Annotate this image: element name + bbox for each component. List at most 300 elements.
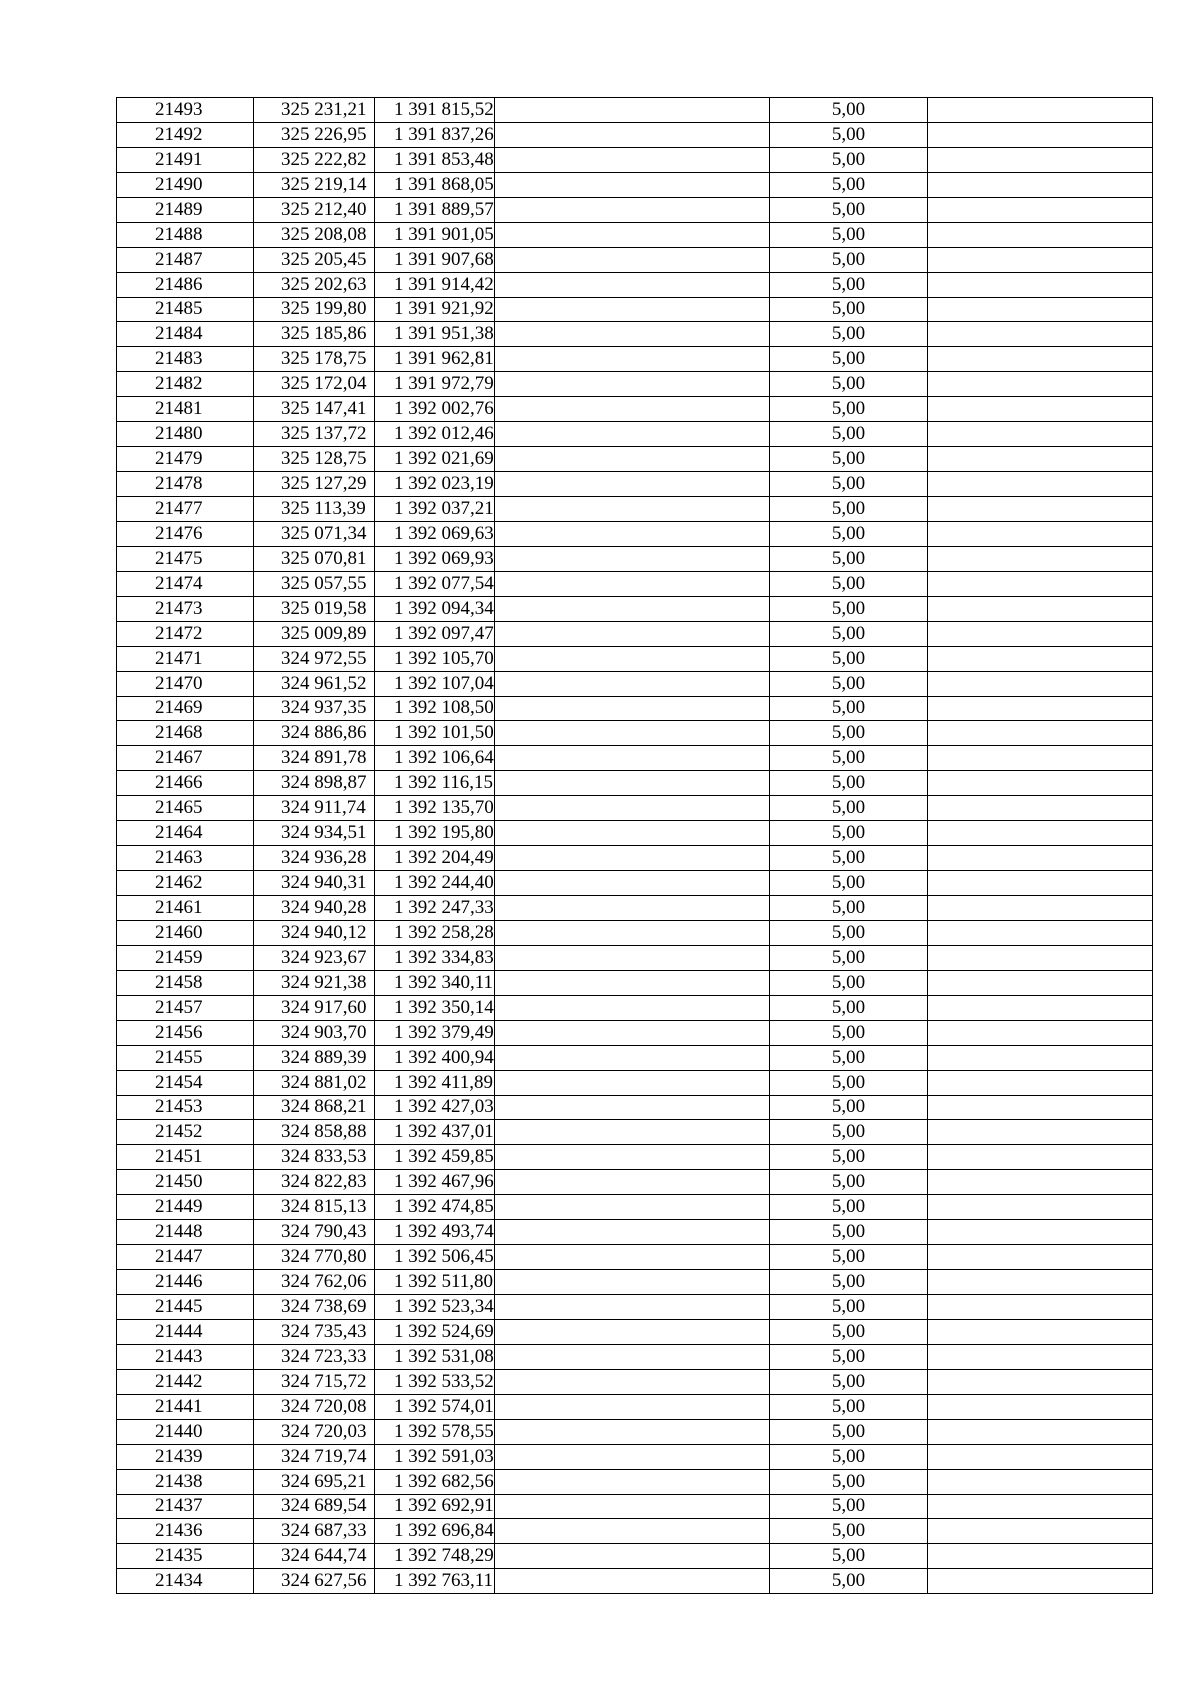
value-cell: 5,00 [770, 920, 928, 945]
extra-cell [928, 98, 1153, 123]
y-coordinate-cell: 1 392 021,69 [375, 447, 495, 472]
note-cell [495, 671, 770, 696]
note-cell [495, 596, 770, 621]
table-row [117, 447, 1153, 472]
extra-cell [928, 796, 1153, 821]
value-cell: 5,00 [770, 596, 928, 621]
extra-cell [928, 920, 1153, 945]
table-row [117, 1394, 1153, 1419]
note-cell [495, 297, 770, 322]
table-row [117, 1319, 1153, 1344]
value-cell: 5,00 [770, 347, 928, 372]
note-cell [495, 472, 770, 497]
point-number-cell: 21451 [117, 1145, 254, 1170]
y-coordinate-cell: 1 392 531,08 [375, 1344, 495, 1369]
y-coordinate-cell: 1 392 493,74 [375, 1220, 495, 1245]
extra-cell [928, 222, 1153, 247]
x-coordinate-cell: 324 911,74 [254, 796, 375, 821]
x-coordinate-cell: 325 113,39 [254, 497, 375, 522]
extra-cell [928, 1419, 1153, 1444]
extra-cell [928, 497, 1153, 522]
note-cell [495, 1295, 770, 1320]
y-coordinate-cell: 1 392 696,84 [375, 1519, 495, 1544]
extra-cell [928, 945, 1153, 970]
point-number-cell: 21467 [117, 746, 254, 771]
note-cell [495, 571, 770, 596]
extra-cell [928, 1569, 1153, 1594]
table-row [117, 1045, 1153, 1070]
value-cell: 5,00 [770, 1319, 928, 1344]
x-coordinate-cell: 324 735,43 [254, 1319, 375, 1344]
extra-cell [928, 896, 1153, 921]
y-coordinate-cell: 1 392 244,40 [375, 871, 495, 896]
table-row [117, 1020, 1153, 1045]
note-cell [495, 1569, 770, 1594]
point-number-cell: 21479 [117, 447, 254, 472]
y-coordinate-cell: 1 392 400,94 [375, 1045, 495, 1070]
table-row [117, 297, 1153, 322]
value-cell: 5,00 [770, 297, 928, 322]
x-coordinate-cell: 324 723,33 [254, 1344, 375, 1369]
value-cell: 5,00 [770, 1270, 928, 1295]
table-row [117, 222, 1153, 247]
y-coordinate-cell: 1 392 437,01 [375, 1120, 495, 1145]
y-coordinate-cell: 1 392 107,04 [375, 671, 495, 696]
extra-cell [928, 1444, 1153, 1469]
point-number-cell: 21464 [117, 821, 254, 846]
point-number-cell: 21456 [117, 1020, 254, 1045]
y-coordinate-cell: 1 392 467,96 [375, 1170, 495, 1195]
point-number-cell: 21435 [117, 1544, 254, 1569]
value-cell: 5,00 [770, 571, 928, 596]
point-number-cell: 21438 [117, 1469, 254, 1494]
note-cell [495, 322, 770, 347]
point-number-cell: 21444 [117, 1319, 254, 1344]
x-coordinate-cell: 325 226,95 [254, 122, 375, 147]
table-row [117, 1270, 1153, 1295]
note-cell [495, 796, 770, 821]
y-coordinate-cell: 1 392 533,52 [375, 1369, 495, 1394]
x-coordinate-cell: 324 762,06 [254, 1270, 375, 1295]
value-cell: 5,00 [770, 1394, 928, 1419]
table-row [117, 1444, 1153, 1469]
table-row [117, 472, 1153, 497]
extra-cell [928, 1394, 1153, 1419]
note-cell [495, 721, 770, 746]
extra-cell [928, 1220, 1153, 1245]
extra-cell [928, 147, 1153, 172]
y-coordinate-cell: 1 392 511,80 [375, 1270, 495, 1295]
value-cell: 5,00 [770, 821, 928, 846]
value-cell: 5,00 [770, 546, 928, 571]
y-coordinate-cell: 1 392 069,93 [375, 546, 495, 571]
extra-cell [928, 596, 1153, 621]
x-coordinate-cell: 324 881,02 [254, 1070, 375, 1095]
y-coordinate-cell: 1 392 116,15 [375, 771, 495, 796]
extra-cell [928, 372, 1153, 397]
point-number-cell: 21477 [117, 497, 254, 522]
note-cell [495, 995, 770, 1020]
point-number-cell: 21449 [117, 1195, 254, 1220]
value-cell: 5,00 [770, 1170, 928, 1195]
extra-cell [928, 521, 1153, 546]
table-row [117, 1519, 1153, 1544]
table-row [117, 1220, 1153, 1245]
note-cell [495, 646, 770, 671]
point-number-cell: 21447 [117, 1245, 254, 1270]
note-cell [495, 147, 770, 172]
point-number-cell: 21460 [117, 920, 254, 945]
extra-cell [928, 671, 1153, 696]
coordinates-table-body [117, 98, 1153, 1594]
value-cell: 5,00 [770, 1245, 928, 1270]
table-row [117, 821, 1153, 846]
note-cell [495, 1369, 770, 1394]
value-cell: 5,00 [770, 222, 928, 247]
y-coordinate-cell: 1 392 023,19 [375, 472, 495, 497]
point-number-cell: 21463 [117, 846, 254, 871]
point-number-cell: 21439 [117, 1444, 254, 1469]
extra-cell [928, 1020, 1153, 1045]
point-number-cell: 21459 [117, 945, 254, 970]
note-cell [495, 970, 770, 995]
y-coordinate-cell: 1 392 459,85 [375, 1145, 495, 1170]
point-number-cell: 21458 [117, 970, 254, 995]
point-number-cell: 21486 [117, 272, 254, 297]
value-cell: 5,00 [770, 1369, 928, 1394]
extra-cell [928, 721, 1153, 746]
table-row [117, 98, 1153, 123]
x-coordinate-cell: 324 627,56 [254, 1569, 375, 1594]
y-coordinate-cell: 1 392 258,28 [375, 920, 495, 945]
extra-cell [928, 322, 1153, 347]
table-row [117, 1569, 1153, 1594]
point-number-cell: 21462 [117, 871, 254, 896]
table-row [117, 521, 1153, 546]
table-row [117, 995, 1153, 1020]
x-coordinate-cell: 325 137,72 [254, 422, 375, 447]
table-row [117, 497, 1153, 522]
y-coordinate-cell: 1 392 692,91 [375, 1494, 495, 1519]
note-cell [495, 372, 770, 397]
value-cell: 5,00 [770, 1494, 928, 1519]
extra-cell [928, 1295, 1153, 1320]
x-coordinate-cell: 324 868,21 [254, 1095, 375, 1120]
note-cell [495, 920, 770, 945]
y-coordinate-cell: 1 392 334,83 [375, 945, 495, 970]
table-row [117, 920, 1153, 945]
note-cell [495, 1270, 770, 1295]
point-number-cell: 21485 [117, 297, 254, 322]
x-coordinate-cell: 324 940,28 [254, 896, 375, 921]
x-coordinate-cell: 324 891,78 [254, 746, 375, 771]
extra-cell [928, 1544, 1153, 1569]
y-coordinate-cell: 1 392 748,29 [375, 1544, 495, 1569]
x-coordinate-cell: 325 127,29 [254, 472, 375, 497]
point-number-cell: 21488 [117, 222, 254, 247]
point-number-cell: 21445 [117, 1295, 254, 1320]
y-coordinate-cell: 1 392 094,34 [375, 596, 495, 621]
note-cell [495, 1319, 770, 1344]
x-coordinate-cell: 324 961,52 [254, 671, 375, 696]
point-number-cell: 21434 [117, 1569, 254, 1594]
value-cell: 5,00 [770, 521, 928, 546]
extra-cell [928, 871, 1153, 896]
note-cell [495, 945, 770, 970]
value-cell: 5,00 [770, 1070, 928, 1095]
y-coordinate-cell: 1 392 340,11 [375, 970, 495, 995]
table-row [117, 1195, 1153, 1220]
x-coordinate-cell: 325 219,14 [254, 172, 375, 197]
value-cell: 5,00 [770, 1195, 928, 1220]
table-row [117, 1120, 1153, 1145]
extra-cell [928, 1519, 1153, 1544]
point-number-cell: 21440 [117, 1419, 254, 1444]
value-cell: 5,00 [770, 671, 928, 696]
x-coordinate-cell: 325 172,04 [254, 372, 375, 397]
table-row [117, 1494, 1153, 1519]
value-cell: 5,00 [770, 1544, 928, 1569]
table-row [117, 571, 1153, 596]
extra-cell [928, 771, 1153, 796]
extra-cell [928, 1469, 1153, 1494]
extra-cell [928, 1120, 1153, 1145]
extra-cell [928, 347, 1153, 372]
extra-cell [928, 696, 1153, 721]
x-coordinate-cell: 324 921,38 [254, 970, 375, 995]
value-cell: 5,00 [770, 796, 928, 821]
point-number-cell: 21490 [117, 172, 254, 197]
note-cell [495, 1145, 770, 1170]
x-coordinate-cell: 324 790,43 [254, 1220, 375, 1245]
point-number-cell: 21471 [117, 646, 254, 671]
x-coordinate-cell: 325 202,63 [254, 272, 375, 297]
table-row [117, 796, 1153, 821]
note-cell [495, 172, 770, 197]
x-coordinate-cell: 325 070,81 [254, 546, 375, 571]
note-cell [495, 1195, 770, 1220]
extra-cell [928, 1045, 1153, 1070]
value-cell: 5,00 [770, 746, 928, 771]
table-row [117, 970, 1153, 995]
point-number-cell: 21466 [117, 771, 254, 796]
x-coordinate-cell: 324 833,53 [254, 1145, 375, 1170]
x-coordinate-cell: 324 770,80 [254, 1245, 375, 1270]
y-coordinate-cell: 1 392 350,14 [375, 995, 495, 1020]
extra-cell [928, 472, 1153, 497]
point-number-cell: 21442 [117, 1369, 254, 1394]
note-cell [495, 422, 770, 447]
extra-cell [928, 422, 1153, 447]
y-coordinate-cell: 1 392 106,64 [375, 746, 495, 771]
table-row [117, 1544, 1153, 1569]
point-number-cell: 21436 [117, 1519, 254, 1544]
point-number-cell: 21482 [117, 372, 254, 397]
y-coordinate-cell: 1 391 962,81 [375, 347, 495, 372]
extra-cell [928, 821, 1153, 846]
point-number-cell: 21443 [117, 1344, 254, 1369]
x-coordinate-cell: 324 815,13 [254, 1195, 375, 1220]
x-coordinate-cell: 324 738,69 [254, 1295, 375, 1320]
x-coordinate-cell: 325 057,55 [254, 571, 375, 596]
y-coordinate-cell: 1 392 506,45 [375, 1245, 495, 1270]
point-number-cell: 21491 [117, 147, 254, 172]
table-row [117, 1245, 1153, 1270]
note-cell [495, 347, 770, 372]
point-number-cell: 21453 [117, 1095, 254, 1120]
x-coordinate-cell: 324 719,74 [254, 1444, 375, 1469]
table-row [117, 1170, 1153, 1195]
note-cell [495, 222, 770, 247]
x-coordinate-cell: 324 886,86 [254, 721, 375, 746]
note-cell [495, 247, 770, 272]
extra-cell [928, 1245, 1153, 1270]
value-cell: 5,00 [770, 970, 928, 995]
y-coordinate-cell: 1 391 901,05 [375, 222, 495, 247]
value-cell: 5,00 [770, 621, 928, 646]
extra-cell [928, 1145, 1153, 1170]
y-coordinate-cell: 1 392 247,33 [375, 896, 495, 921]
point-number-cell: 21457 [117, 995, 254, 1020]
value-cell: 5,00 [770, 98, 928, 123]
extra-cell [928, 272, 1153, 297]
extra-cell [928, 397, 1153, 422]
coordinates-table [116, 97, 1153, 1594]
x-coordinate-cell: 325 231,21 [254, 98, 375, 123]
table-row [117, 1070, 1153, 1095]
table-row [117, 272, 1153, 297]
point-number-cell: 21446 [117, 1270, 254, 1295]
extra-cell [928, 122, 1153, 147]
point-number-cell: 21493 [117, 98, 254, 123]
extra-cell [928, 1270, 1153, 1295]
y-coordinate-cell: 1 392 002,76 [375, 397, 495, 422]
note-cell [495, 1095, 770, 1120]
x-coordinate-cell: 324 923,67 [254, 945, 375, 970]
table-row [117, 646, 1153, 671]
table-row [117, 1344, 1153, 1369]
note-cell [495, 197, 770, 222]
y-coordinate-cell: 1 392 108,50 [375, 696, 495, 721]
point-number-cell: 21473 [117, 596, 254, 621]
y-coordinate-cell: 1 391 921,92 [375, 297, 495, 322]
extra-cell [928, 247, 1153, 272]
note-cell [495, 1120, 770, 1145]
y-coordinate-cell: 1 392 195,80 [375, 821, 495, 846]
extra-cell [928, 571, 1153, 596]
note-cell [495, 871, 770, 896]
y-coordinate-cell: 1 391 837,26 [375, 122, 495, 147]
point-number-cell: 21470 [117, 671, 254, 696]
point-number-cell: 21452 [117, 1120, 254, 1145]
value-cell: 5,00 [770, 372, 928, 397]
extra-cell [928, 1195, 1153, 1220]
extra-cell [928, 1319, 1153, 1344]
y-coordinate-cell: 1 392 574,01 [375, 1394, 495, 1419]
point-number-cell: 21441 [117, 1394, 254, 1419]
note-cell [495, 397, 770, 422]
y-coordinate-cell: 1 392 012,46 [375, 422, 495, 447]
extra-cell [928, 746, 1153, 771]
note-cell [495, 1394, 770, 1419]
table-row [117, 1295, 1153, 1320]
x-coordinate-cell: 325 199,80 [254, 297, 375, 322]
value-cell: 5,00 [770, 1569, 928, 1594]
y-coordinate-cell: 1 392 763,11 [375, 1569, 495, 1594]
value-cell: 5,00 [770, 422, 928, 447]
value-cell: 5,00 [770, 472, 928, 497]
point-number-cell: 21472 [117, 621, 254, 646]
extra-cell [928, 1170, 1153, 1195]
note-cell [495, 1419, 770, 1444]
y-coordinate-cell: 1 392 523,34 [375, 1295, 495, 1320]
extra-cell [928, 297, 1153, 322]
point-number-cell: 21461 [117, 896, 254, 921]
x-coordinate-cell: 324 898,87 [254, 771, 375, 796]
extra-cell [928, 995, 1153, 1020]
note-cell [495, 1469, 770, 1494]
extra-cell [928, 1494, 1153, 1519]
note-cell [495, 1070, 770, 1095]
y-coordinate-cell: 1 391 907,68 [375, 247, 495, 272]
y-coordinate-cell: 1 392 524,69 [375, 1319, 495, 1344]
y-coordinate-cell: 1 392 069,63 [375, 521, 495, 546]
point-number-cell: 21476 [117, 521, 254, 546]
x-coordinate-cell: 324 934,51 [254, 821, 375, 846]
x-coordinate-cell: 325 208,08 [254, 222, 375, 247]
value-cell: 5,00 [770, 397, 928, 422]
y-coordinate-cell: 1 392 077,54 [375, 571, 495, 596]
table-row [117, 771, 1153, 796]
value-cell: 5,00 [770, 1344, 928, 1369]
note-cell [495, 546, 770, 571]
extra-cell [928, 1369, 1153, 1394]
point-number-cell: 21481 [117, 397, 254, 422]
note-cell [495, 846, 770, 871]
value-cell: 5,00 [770, 1045, 928, 1070]
table-row [117, 1369, 1153, 1394]
point-number-cell: 21454 [117, 1070, 254, 1095]
point-number-cell: 21468 [117, 721, 254, 746]
table-row [117, 122, 1153, 147]
note-cell [495, 1245, 770, 1270]
table-row [117, 372, 1153, 397]
table-row [117, 871, 1153, 896]
note-cell [495, 1344, 770, 1369]
note-cell [495, 122, 770, 147]
point-number-cell: 21469 [117, 696, 254, 721]
point-number-cell: 21492 [117, 122, 254, 147]
note-cell [495, 821, 770, 846]
y-coordinate-cell: 1 392 427,03 [375, 1095, 495, 1120]
y-coordinate-cell: 1 392 101,50 [375, 721, 495, 746]
value-cell: 5,00 [770, 771, 928, 796]
x-coordinate-cell: 324 940,12 [254, 920, 375, 945]
table-row [117, 1095, 1153, 1120]
table-row [117, 1469, 1153, 1494]
extra-cell [928, 646, 1153, 671]
y-coordinate-cell: 1 392 411,89 [375, 1070, 495, 1095]
value-cell: 5,00 [770, 1469, 928, 1494]
x-coordinate-cell: 324 917,60 [254, 995, 375, 1020]
y-coordinate-cell: 1 392 682,56 [375, 1469, 495, 1494]
note-cell [495, 621, 770, 646]
x-coordinate-cell: 324 720,03 [254, 1419, 375, 1444]
value-cell: 5,00 [770, 721, 928, 746]
value-cell: 5,00 [770, 147, 928, 172]
table-row [117, 696, 1153, 721]
x-coordinate-cell: 325 212,40 [254, 197, 375, 222]
